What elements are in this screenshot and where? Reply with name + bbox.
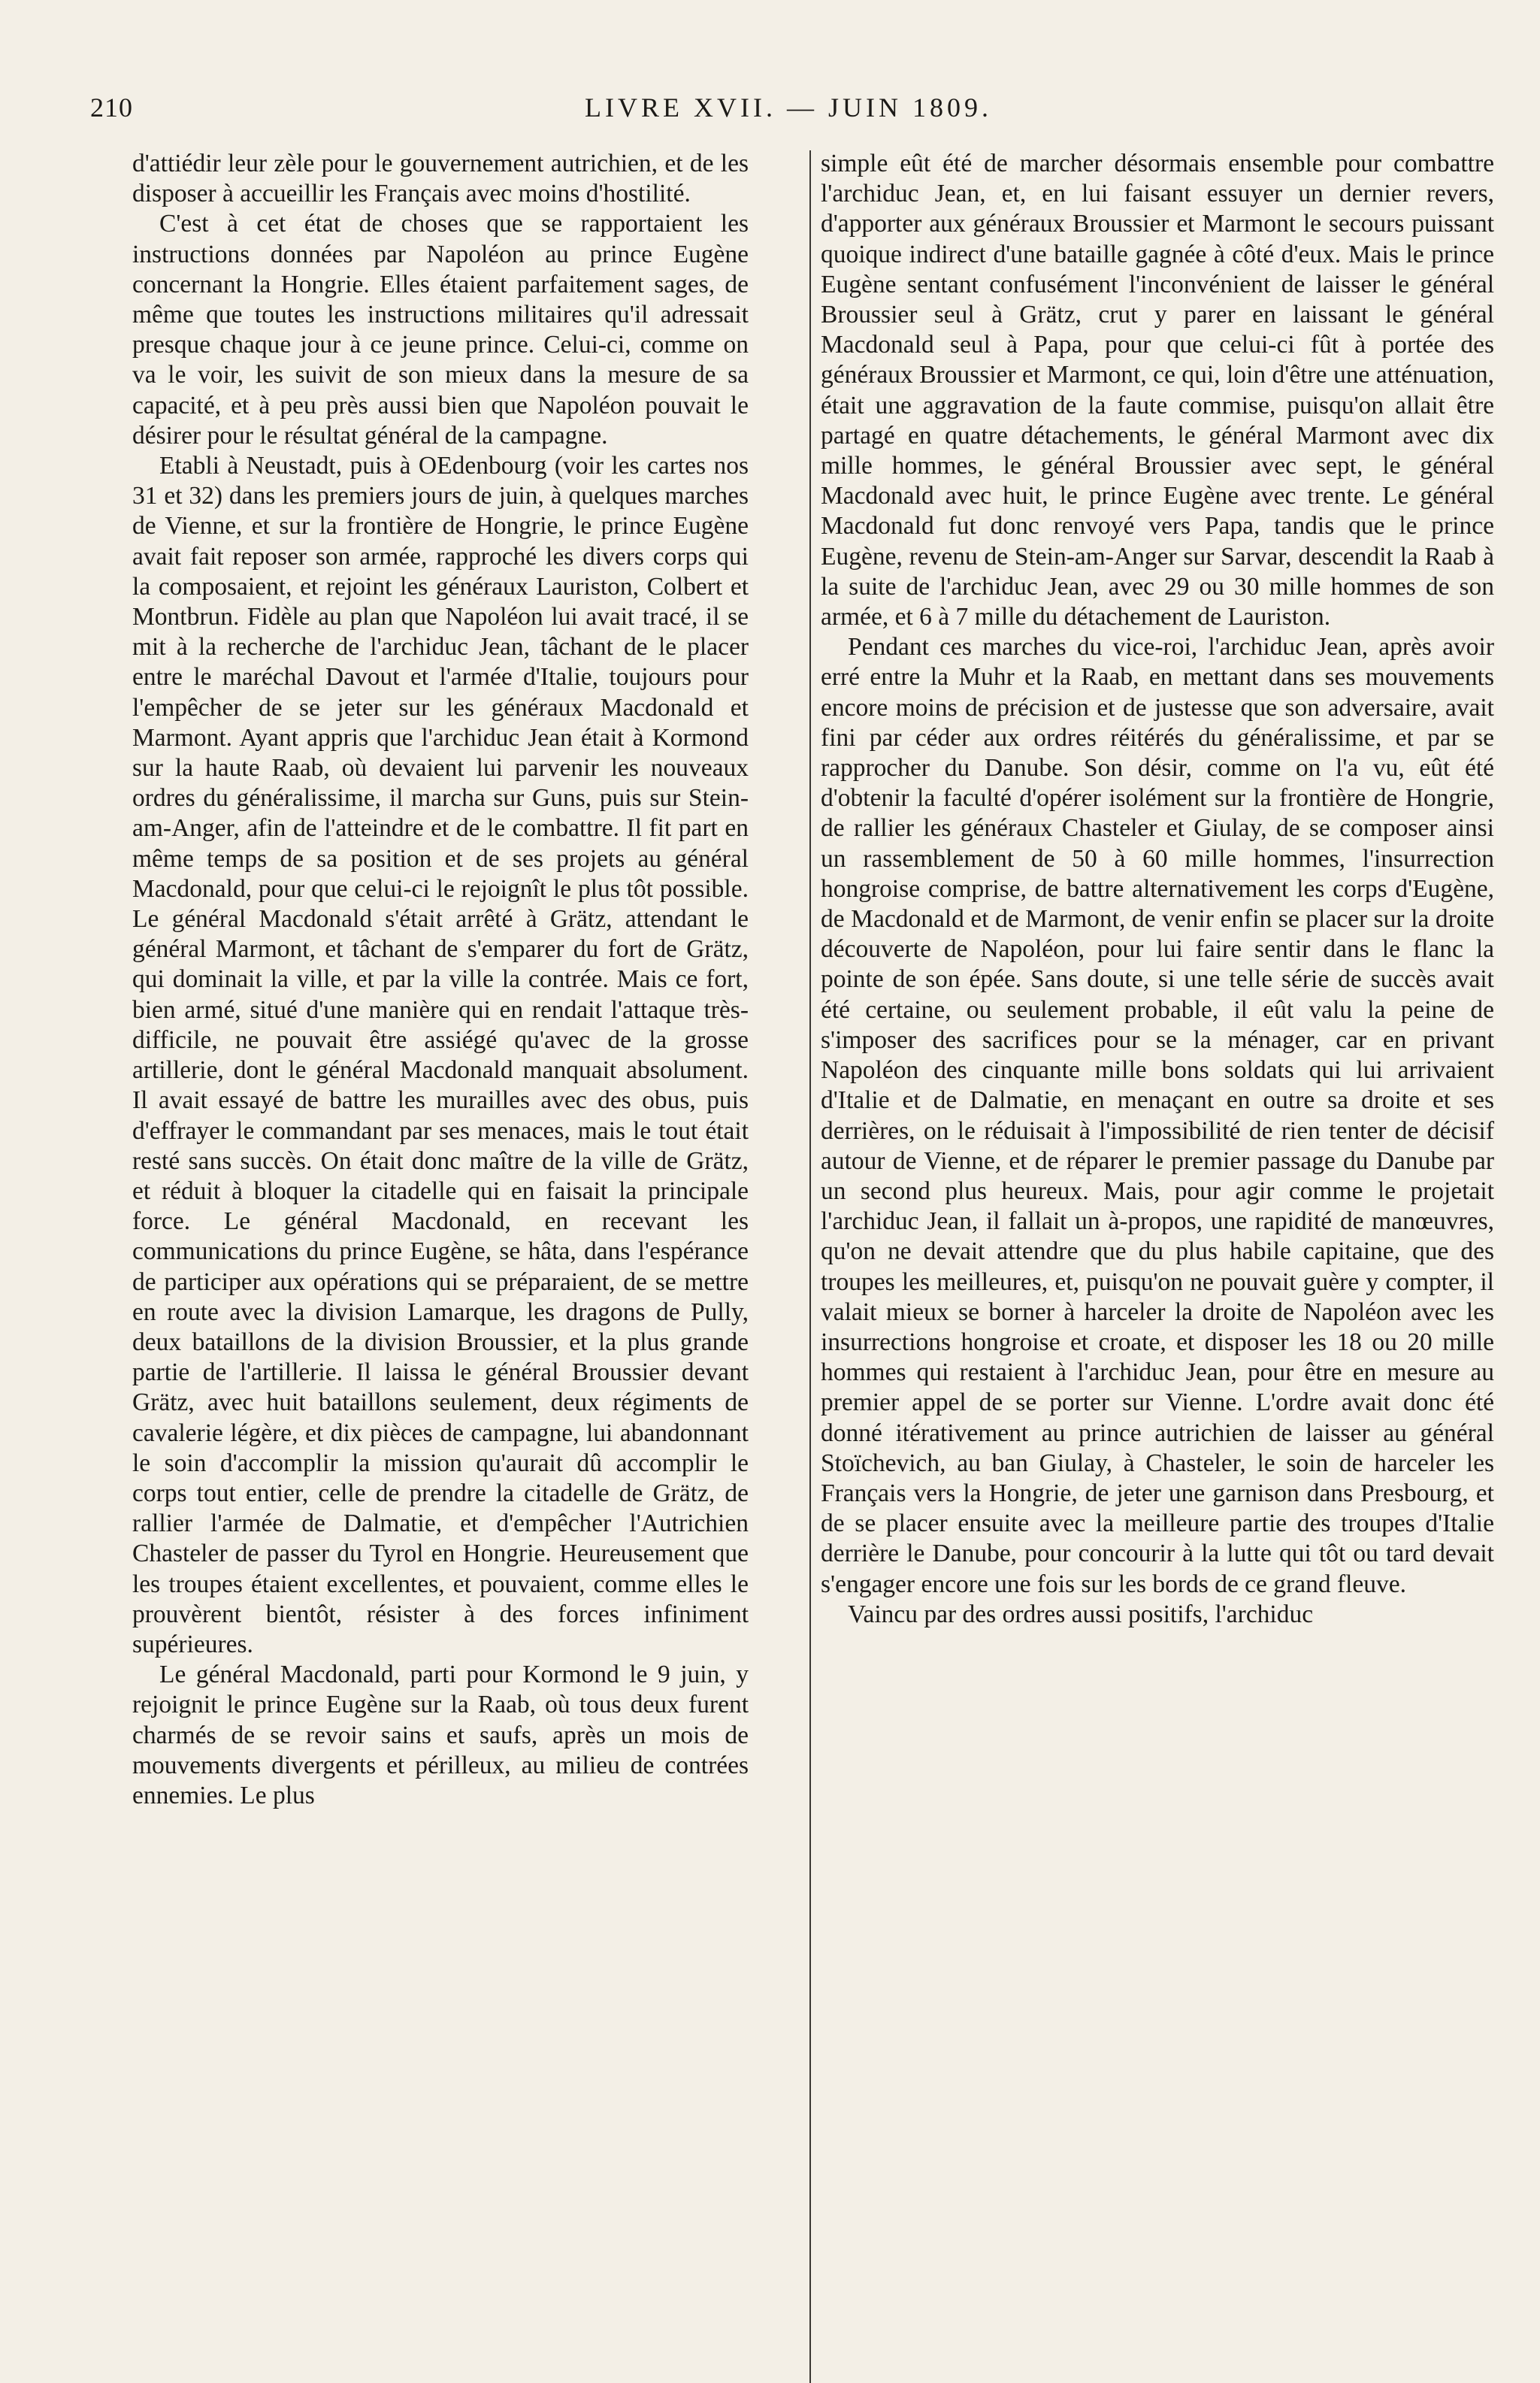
right-column [821,149,1494,1630]
page-number: 210 [90,92,133,123]
paragraph: Pendant ces marches du vice-roi, l'archiduc Jean, après avoir erré entre la Muhr et la Raab, en mettant dans ses mouvements encore moins de précision et de justesse que son adversaire, avait fini par céder aux ordres réitérés du généralissime, et par se rapprocher du Danube. Son désir, comme on l'a vu, eût été d'obtenir la faculté d'opérer isolément sur la frontière de Hongrie, de rallier les généraux Chasteler et Giulay, de se composer ainsi un rassemblement de 50 à 60 mille hommes, l'insurrection hongroise comprise, de battre alternativement les corps d'Eugène, de Macdonald et de Marmont, de venir enfin se placer sur la droite découverte de Napoléon, pour lui faire sentir dans le flanc la pointe de son épée. Sans doute, si une telle série de succès avait été certaine, ou seulement probable, il eût valu la peine de s'imposer des sacrifices pour se la ménager, car en privant Napoléon des cinquante mille bons soldats qui lui arrivaient d'Italie et de Dalmatie, en menaçant en outre sa droite et ses derrières, on le réduisait à l'impossibilité de rien tenter de décisif autour de Vienne, et de réparer le premier passage du Danube par un second plus heureux. Mais, pour agir comme le projetait l'archiduc Jean, il fallait un à-propos, une rapidité de manœuvres, qu'on ne devait attendre que du plus habile capitaine, que des troupes les meilleures, et, puisqu'on ne pouvait guère y compter, il valait mieux se borner à harceler la droite de Napoléon avec les insurrections hongroise et croate, et disposer les 18 ou 20 mille hommes qui restaient à l'archiduc Jean, pour être en mesure au premier appel de se porter sur Vienne. L'ordre avait donc été donné itérativement au prince autrichien de laisser au général Stoïchevich, au ban Giulay, à Chasteler, le soin de harceler les Français vers la Hongrie, de jeter une garnison dans Presbourg, et de se placer ensuite avec la meilleure partie des troupes d'Italie derrière le Danube, pour concourir à la lutte qui tôt ou tard devait s'engager encore une fois sur les bords de ce grand fleuve. [821,633,1494,1598]
running-title: LIVRE XVII. — JUIN 1809. [585,92,992,123]
paragraph: Vaincu par des ordres aussi positifs, l'archiduc [848,1600,1314,1628]
paragraph: d'attiédir leur zèle pour le gouvernement autrichien, et de les disposer à accueillir les Français avec moins d'hostilité. [132,150,749,208]
left-column [132,149,749,1811]
paragraph: C'est à cet état de choses que se rapportaient les instructions données par Napoléon au prince Eugène concernant la Hongrie. Elles étaient parfaitement sages, de même que toutes les instructions militaires qu'il adressait presque chaque jour à ce jeune prince. Celui-ci, comme on va le voir, les suivit de son mieux dans la mesure de sa capacité, et à peu près aussi bien que Napoléon pouvait le désirer pour le résultat général de la campagne. [132,210,749,450]
column-divider [809,150,811,2383]
paragraph: simple eût été de marcher désormais ensemble pour combattre l'archiduc Jean, et, en lui faisant essuyer un dernier revers, d'apporter aux généraux Broussier et Marmont le secours puissant quoique indirect d'une bataille gagnée à côté d'eux. Mais le prince Eugène sentant confusément l'inconvénient de laisser le général Broussier seul à Grätz, crut y parer en laissant le général Macdonald seul à Papa, pour que celui-ci fût à portée des généraux Broussier et Marmont, ce qui, loin d'être une atténuation, était une aggravation de la faute commise, puisqu'on allait être partagé en quatre détachements, le général Marmont avec dix mille hommes, le général Broussier avec sept, le général Macdonald avec huit, le prince Eugène avec trente. Le général Macdonald fut donc renvoyé vers Papa, tandis que le prince Eugène, revenu de Stein-am-Anger sur Sarvar, descendit la Raab à la suite de l'archiduc Jean, avec 29 ou 30 mille hommes de son armée, et 6 à 7 mille du détachement de Lauriston. [821,150,1494,631]
paragraph: Etabli à Neustadt, puis à OEdenbourg (voir les cartes nos 31 et 32) dans les premiers jours de juin, à quelques marches de Vienne, et sur la frontière de Hongrie, le prince Eugène avait fait reposer son armée, rapproché les divers corps qui la composaient, et rejoint les généraux Lauriston, Colbert et Montbrun. Fidèle au plan que Napoléon lui avait tracé, il se mit à la recherche de l'archiduc Jean, tâchant de le placer entre le maréchal Davout et l'armée d'Italie, toujours pour l'empêcher de se jeter sur les généraux Macdonald et Marmont. Ayant appris que l'archiduc Jean était à Kormond sur la haute Raab, où devaient lui parvenir les nouveaux ordres du généralissime, il marcha sur Guns, puis sur Stein-am-Anger, afin de l'atteindre et de le combattre. Il fit part en même temps de sa position et de ses projets au général Macdonald, pour que celui-ci le rejoignît le plus tôt possible. Le général Macdonald s'était arrêté à Grätz, attendant le général Marmont, et tâchant de s'emparer du fort de Grätz, qui dominait la ville, et par la ville la contrée. Mais ce fort, bien armé, situé d'une manière qui en rendait l'attaque très-difficile, ne pouvait être assiégé qu'avec de la grosse artillerie, dont le général Macdonald manquait absolument. Il avait essayé de battre les murailles avec des obus, puis d'effrayer le commandant par ses menaces, mais le tout était resté sans succès. On était donc maître de la ville de Grätz, et réduit à bloquer la citadelle qui en faisait la principale force. Le général Macdonald, en recevant les communications du prince Eugène, se hâta, dans l'espérance de participer aux opérations qui se préparaient, de se mettre en route avec la division Lamarque, les dragons de Pully, deux bataillons de la division Broussier, et la plus grande partie de l'artillerie. Il laissa le général Broussier devant Grätz, avec huit bataillons seulement, deux régiments de cavalerie légère, et dix pièces de campagne, lui abandonnant le soin d'accomplir la mission qu'aurait dû accomplir le corps tout entier, celle de prendre la citadelle de Grätz, de rallier l'armée de Dalmatie, et d'empêcher l'Autrichien Chasteler de passer du Tyrol en Hongrie. Heureusement que les troupes étaient excellentes, et pouvaient, comme elles le prouvèrent bientôt, résister à des forces infiniment supérieures. [132,452,749,1658]
paragraph: Le général Macdonald, parti pour Kormond le 9 juin, y rejoignit le prince Eugène sur la Raab, où tous deux furent charmés de se revoir sains et saufs, après un mois de mouvements divergents et périlleux, au milieu de contrées ennemies. Le plus [132,1661,749,1809]
page-header [90,92,1487,137]
